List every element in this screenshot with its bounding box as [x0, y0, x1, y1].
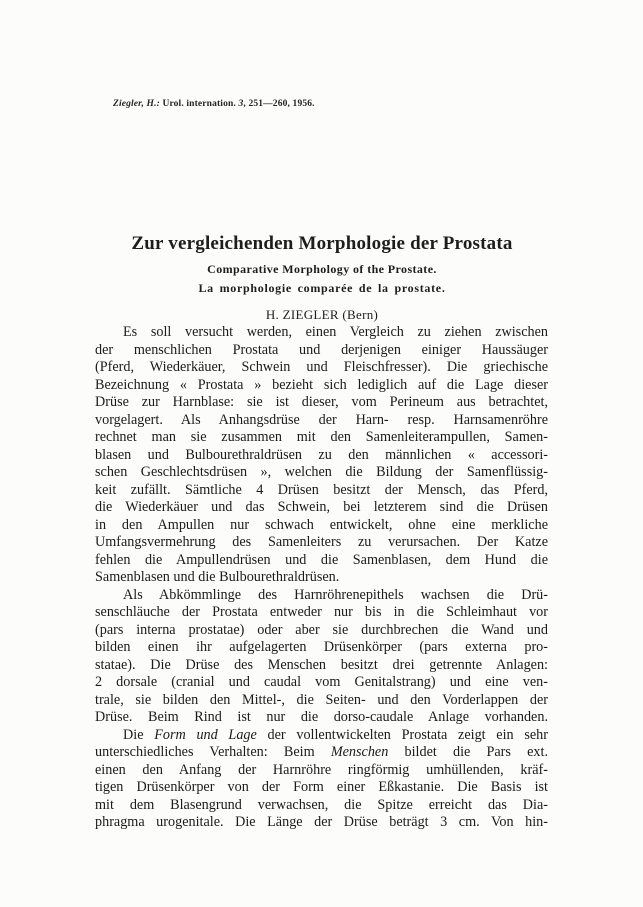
text-run: Umfangsvermehrung des Samenleiters zu verursachen. Der Katze [95, 534, 548, 550]
body-line [95, 569, 548, 587]
body-line [95, 797, 548, 815]
text-run: blasen und Bulbourethraldrüsen zu den männlichen « accessori- [95, 446, 548, 463]
body-line [95, 517, 548, 535]
body-line [95, 779, 548, 797]
body-line [95, 482, 548, 500]
text-run: vorgelagert. Als Anhangsdrüse der Harn- resp. Harnsamenröhre [95, 411, 548, 428]
body-line [95, 727, 548, 745]
text-run: bildet die Pars ext. [388, 744, 548, 760]
citation-header [113, 99, 315, 109]
body-line [95, 674, 548, 692]
article-body [95, 324, 548, 832]
text-run: Drüse zur Harnblase: sie ist dieser, vom Perineum aus betrachtet, [95, 394, 548, 410]
body-line [95, 622, 548, 640]
body-line [95, 657, 548, 675]
body-line [95, 359, 548, 377]
body-line [95, 429, 548, 447]
text-run: 2 dorsale (cranial und caudal vom Genitalstrang) und eine ven- [95, 674, 548, 690]
italic-text-run: 3 [238, 99, 244, 109]
body-line [95, 692, 548, 710]
text-run: rechnet man sie zusammen mit den Samenleiterampullen, Samen- [95, 429, 548, 445]
text-run: der menschlichen Prostata und derjenigen einiger Haussäuger [95, 341, 548, 358]
body-line [95, 534, 548, 552]
text-run: Die [123, 726, 155, 743]
body-line [95, 377, 548, 395]
body-line [95, 499, 548, 517]
text-run: (pars interna prostatae) oder aber sie durchbrechen die Wand und [95, 621, 548, 638]
body-line [95, 744, 548, 762]
italic-text-run: Ziegler, H.: [113, 99, 160, 109]
text-run: Samenblasen und die Bulbourethraldrüsen. [95, 569, 340, 585]
text-run: tigen Drüsenkörper von der Form einer Eßkastanie. Die Basis ist [95, 779, 548, 795]
body-line [95, 552, 548, 570]
text-run: trale, sie bilden den Mittel-, die Seiten- und den Vorderlappen der [95, 691, 548, 708]
heading-block [95, 233, 549, 323]
italic-text-run: Menschen [330, 744, 389, 760]
subtitle-english: Comparative Morphology of the Prostate. [207, 262, 437, 276]
text-run: Es soll versucht werden, einen Vergleich zu ziehen zwischen [123, 324, 548, 340]
text-run: in den Ampullen nur schwach entwickelt, ohne eine merkliche [95, 516, 548, 533]
text-run: der vollentwickelten Prostata zeigt ein sehr [256, 726, 548, 743]
text-run: Bezeichnung « Prostata » bezieht sich lediglich auf die Lage dieser [95, 376, 548, 393]
body-line [95, 342, 548, 360]
text-run: mit dem Blasengrund verwachsen, die Spitze erreicht das Dia- [95, 796, 548, 813]
text-run: Drüse. Beim Rind ist nur die dorso-caudale Anlage vorhanden. [95, 709, 548, 725]
text-run: Urol. internation. [159, 99, 239, 109]
text-run: unterschiedliches Verhalten: Beim [95, 744, 331, 760]
body-line [95, 604, 548, 622]
body-line [95, 464, 548, 482]
text-run: , 251—260, 1956. [243, 99, 315, 109]
body-line [95, 709, 548, 727]
text-run: bilden einen ihr aufgelagerten Drüsenkörper (pars externa pro- [95, 639, 548, 655]
body-line [95, 814, 548, 832]
article-title: Zur vergleichenden Morphologie der Prostata [131, 233, 513, 254]
text-run: (Pferd, Wiederkäuer, Schwein und Fleischfresser). Die griechische [95, 359, 548, 375]
text-run: fehlen die Ampullendrüsen und die Samenblasen, dem Hund die [95, 551, 548, 568]
text-run: die Wiederkäuer und das Schwein, bei letzterem sind die Drüsen [95, 499, 548, 515]
body-line [95, 394, 548, 412]
text-run: phragma urogenitale. Die Länge der Drüse beträgt 3 cm. Von hin- [95, 814, 548, 830]
author-line: H. ZIEGLER (Bern) [265, 307, 379, 322]
italic-text-run: Form und Lage [154, 726, 257, 743]
body-line [95, 412, 548, 430]
body-line [95, 639, 548, 657]
body-line [95, 324, 548, 342]
body-line [95, 762, 548, 780]
text-run: statae). Die Drüse des Menschen besitzt drei getrennte Anlagen: [95, 656, 548, 673]
text-run: schen Geschlechtsdrüsen », welchen die Bildung der Samenflüssig- [95, 464, 548, 480]
subtitle-french: La morphologie comparée de la prostate. [198, 281, 446, 295]
body-line [95, 587, 548, 605]
text-run: Als Abkömmlinge des Harnröhrenepithels wachsen die Drü- [123, 586, 548, 603]
text-run: einen den Anfang der Harnröhre ringförmig umhüllenden, kräf- [95, 761, 548, 778]
text-run: keit zufällt. Sämtliche 4 Drüsen besitzt der Mensch, das Pferd, [95, 481, 548, 498]
text-run: senschläuche der Prostata entweder nur bis in die Schleimhaut vor [95, 604, 548, 620]
body-line [95, 447, 548, 465]
